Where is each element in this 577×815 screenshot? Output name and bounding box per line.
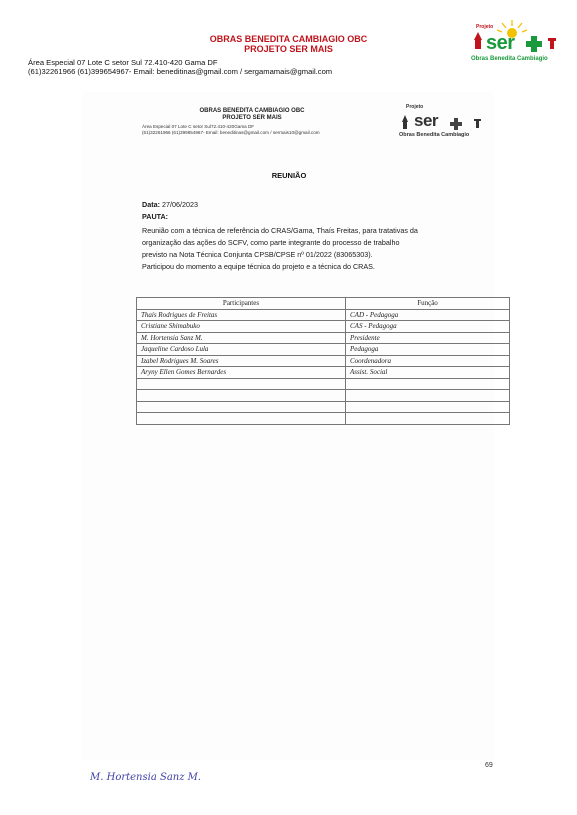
doc-logo-ser-label: ser [414,111,439,130]
table-row [137,332,510,344]
doc-letterhead-address: Área Especial 07 Lote C setor Sul72.410-420Gama DF [142,124,255,129]
table-row [137,321,510,333]
doc-paragraph-line-2: organização das ações do SCFV, como parte integrante do processo de trabalho [142,238,400,247]
participant-role: CAS - Pedagoga [346,321,510,333]
doc-letterhead-project: PROJETO SER MAIS [222,115,282,121]
participant-role [346,401,510,413]
letterhead-contacts: (61)32261966 (61)399654967- Email: beneditinas@gmail.com / sergamamais@gmail.com [28,67,333,76]
logo-ser-label: ser [486,32,515,54]
letterhead-address: Área Especial 07 Lote C setor Sul 72.410-420 Gama DF [28,58,218,67]
doc-pauta-label: PAUTA: [142,212,169,221]
letterhead-project: PROJETO SER MAIS [244,44,333,54]
table-row [137,413,510,425]
participant-role: Assist. Social [346,367,510,379]
table-row [137,355,510,367]
participants-table [136,297,510,425]
doc-logo-projeto-label: Projeto [406,104,424,110]
doc-letterhead-org: OBRAS BENEDITA CAMBIAGIO OBC [199,108,305,114]
table-row [137,309,510,321]
table-row [137,390,510,402]
scanned-document [82,92,494,760]
participant-name: Aryny Ellen Gomes Bernardes [137,367,346,379]
header-participantes: Participantes [137,298,346,310]
table-row [137,401,510,413]
doc-date-value: 27/06/2023 [161,200,198,209]
ser-mais-logo [468,18,564,66]
participant-role: Coordenadora [346,355,510,367]
letterhead-org: OBRAS BENEDITA CAMBIAGIO OBC [209,34,368,44]
doc-date-label: Data: [142,200,160,209]
participant-name: Izabel Rodrigues M. Soares [137,355,346,367]
table-row [137,367,510,379]
participant-name [137,390,346,402]
participant-name [137,401,346,413]
signature: M. Hortensia Sanz M. [90,772,202,783]
participant-name: M. Hortensia Sanz M. [137,332,346,344]
logo-caption: Obras Benedita Cambiagio [471,56,548,62]
doc-date-line [142,200,198,209]
participant-role [346,378,510,390]
participant-name: Cristiane Shimabuko [137,321,346,333]
participant-name: Jaqueline Cardoso Lula [137,344,346,356]
logo-projeto-label: Projeto [476,24,494,30]
participant-name [137,413,346,425]
participant-role: CAD - Pedagoga [346,309,510,321]
header-funcao: Função [346,298,510,310]
doc-ser-mais-logo [394,98,490,142]
participant-role [346,413,510,425]
doc-paragraph-line-4: Participou do momento a equipe técnica do projeto e a técnica do CRAS. [142,262,375,271]
participant-role [346,390,510,402]
page-number: 69 [485,762,493,769]
doc-paragraph-line-1: Reunião com a técnica de referência do CRAS/Gama, Thaís Freitas, para tratativas da [142,226,418,235]
doc-logo-caption: Obras Benedita Cambiagio [399,132,470,138]
doc-paragraph-line-3: previsto na Nota Técnica Conjunta CPSB/CPSE nº 01/2022 (83065303). [142,250,373,259]
participant-name: Thaís Rodrigues de Freitas [137,309,346,321]
doc-heading: REUNIÃO [271,171,307,180]
table-header-row [137,298,510,310]
participant-name [137,378,346,390]
participant-role: Pedagoga [346,344,510,356]
table-row [137,344,510,356]
table-row [137,378,510,390]
doc-letterhead-contacts: (61)32261966 (61)399654967- Email: beneditinas@gmail.com / sermais10@gmail.com [142,130,320,135]
participant-role: Presidente [346,332,510,344]
